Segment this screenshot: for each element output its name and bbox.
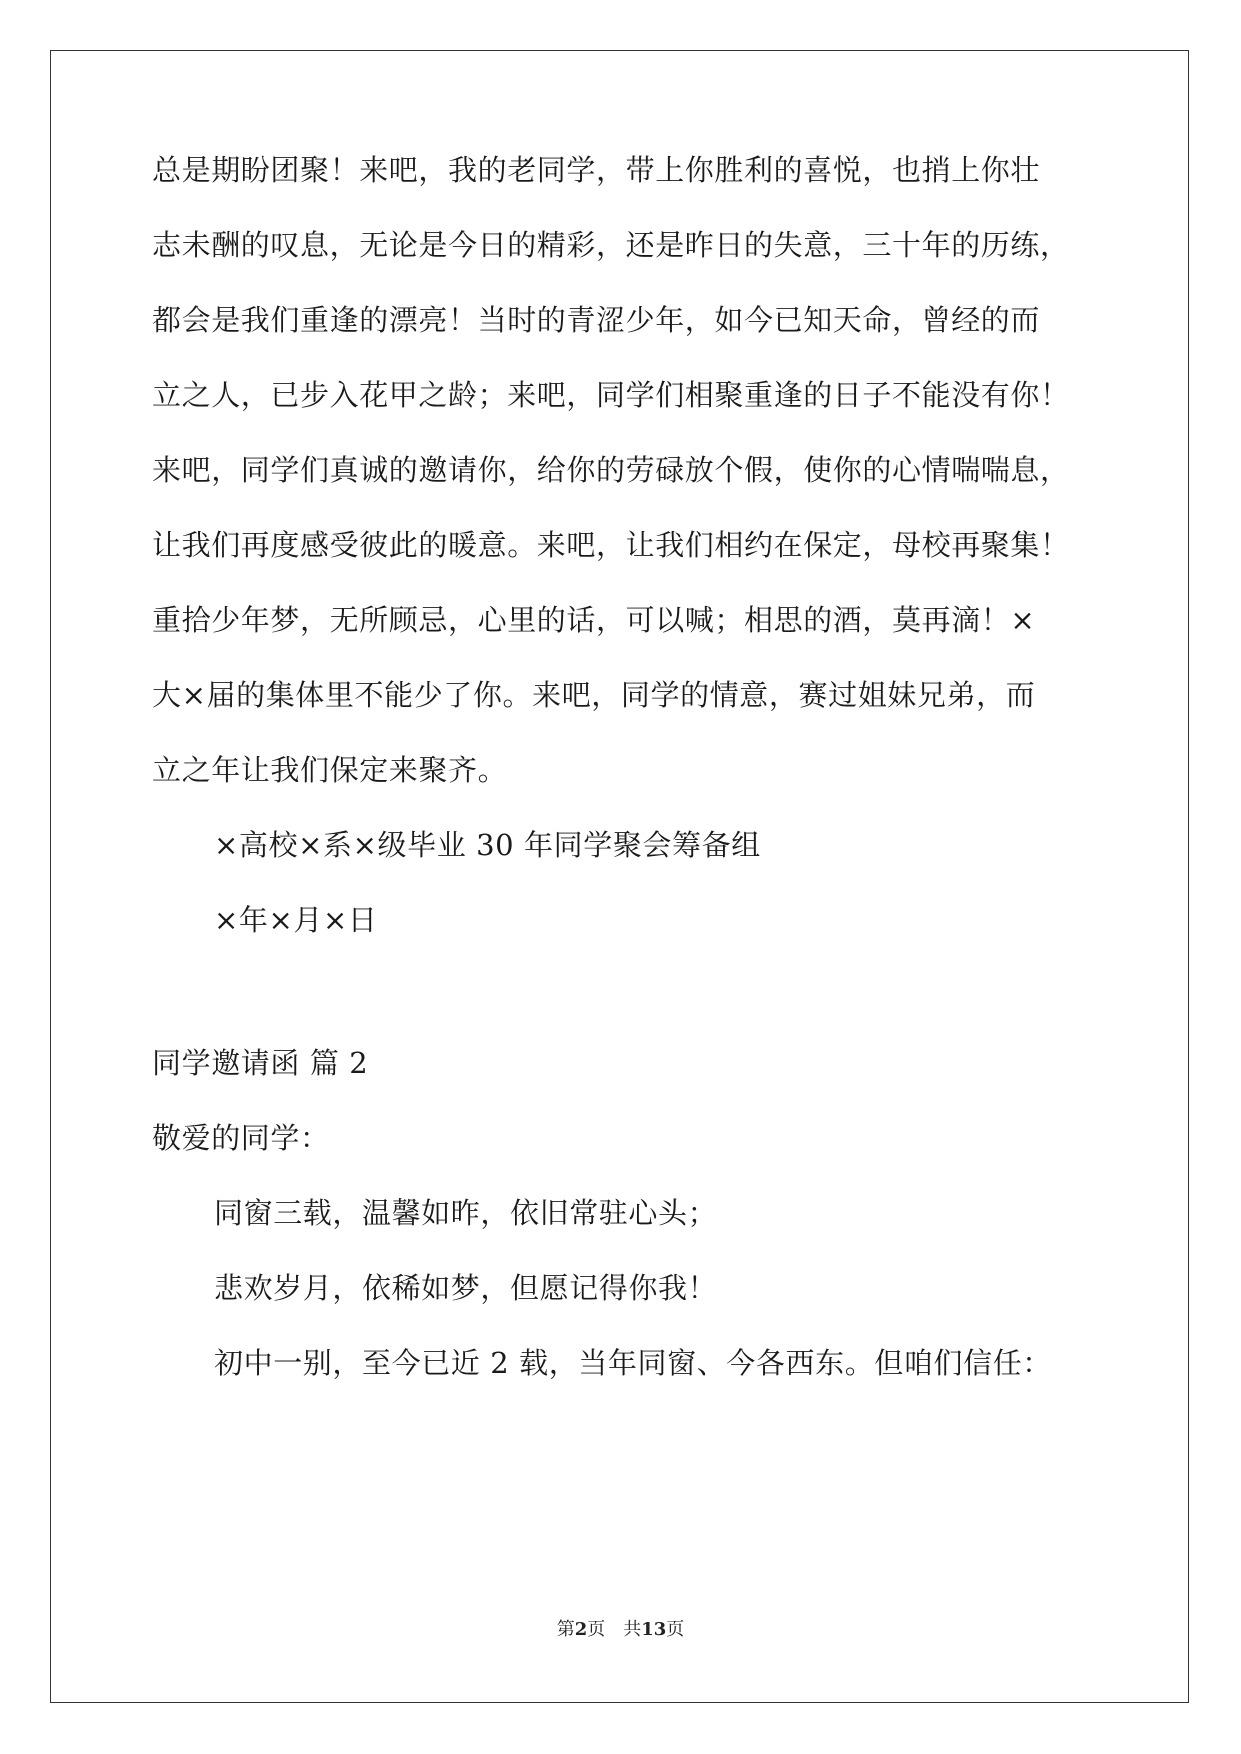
footer-total-pages: 13 — [641, 1619, 667, 1640]
body-line-6: 让我们再度感受彼此的暖意。来吧，让我们相约在保定，母校再聚集！ — [152, 528, 1070, 562]
date: ×年×月×日 — [214, 903, 378, 937]
signature: ×高校×系×级毕业 30 年同学聚会筹备组 — [214, 828, 761, 862]
footer-prefix: 第 — [556, 1619, 575, 1640]
body-line-9: 立之年让我们保定来聚齐。 — [152, 753, 508, 787]
body-line-1: 总是期盼团聚！来吧，我的老同学，带上你胜利的喜悦，也捎上你壮 — [152, 153, 1041, 187]
salutation: 敬爱的同学： — [152, 1121, 330, 1155]
page-border — [50, 50, 1189, 1703]
body-line-7: 重拾少年梦，无所顾忌，心里的话，可以喊；相思的酒，莫再滴！× — [152, 603, 1036, 637]
poem-line-1: 同窗三载，温馨如昨，依旧常驻心头； — [214, 1196, 718, 1230]
section-title: 同学邀请函 篇 2 — [152, 1046, 369, 1080]
footer-suffix: 页 — [666, 1619, 685, 1640]
body-line-5: 来吧，同学们真诚的邀请你，给你的劳碌放个假，使你的心情喘喘息， — [152, 453, 1070, 487]
page-footer — [0, 1618, 1241, 1642]
body-line-8: 大×届的集体里不能少了你。来吧，同学的情意，赛过姐妹兄弟，而 — [152, 678, 1036, 712]
body-line-3: 都会是我们重逢的漂亮！当时的青涩少年，如今已知天命，曾经的而 — [152, 303, 1041, 337]
poem-line-2: 悲欢岁月，依稀如梦，但愿记得你我！ — [214, 1271, 718, 1305]
body-line-4: 立之人，已步入花甲之龄；来吧，同学们相聚重逢的日子不能没有你！ — [152, 378, 1070, 412]
footer-page-number: 2 — [574, 1619, 588, 1640]
paragraph-2-line-1: 初中一别，至今已近 2 载，当年同窗、今各西东。但咱们信任： — [214, 1346, 1052, 1380]
body-line-2: 志未酬的叹息，无论是今日的精彩，还是昨日的失意，三十年的历练， — [152, 228, 1070, 262]
footer-mid: 页 共 — [587, 1619, 642, 1640]
